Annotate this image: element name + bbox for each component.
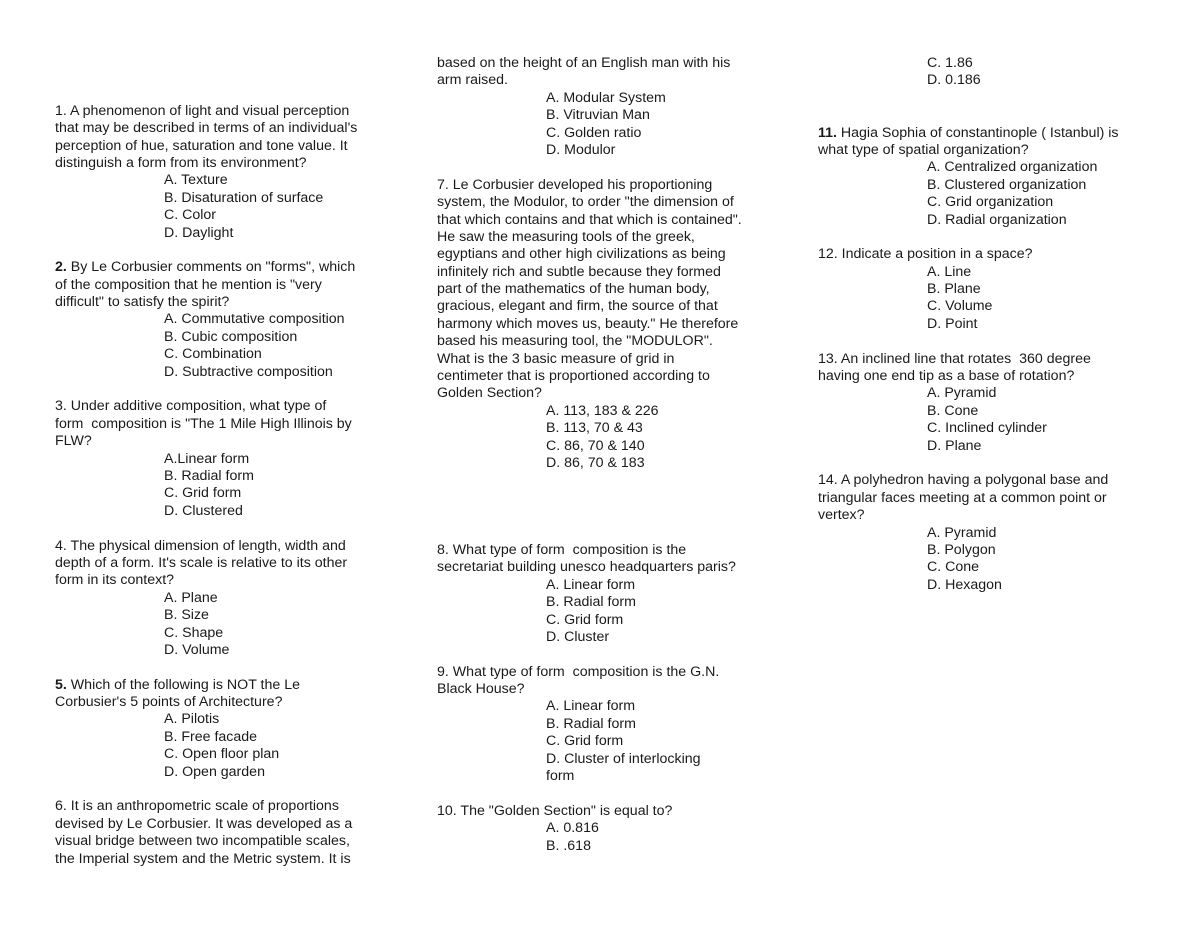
answer-option: D. Subtractive composition <box>164 363 333 380</box>
answer-option: C. Open floor plan <box>164 746 280 763</box>
question-block <box>818 351 1158 455</box>
answer-option: form <box>546 768 575 785</box>
answer-option: C. Golden ratio <box>546 124 642 141</box>
answer-option: A. Plane <box>164 589 218 606</box>
answer-option: A. 0.816 <box>546 820 599 837</box>
answer-option: D. Hexagon <box>927 576 1002 593</box>
spacer <box>818 229 1158 246</box>
question-block <box>437 55 782 159</box>
answer-option: C. 86, 70 & 140 <box>546 437 645 454</box>
answer-option: C. 1.86 <box>927 55 973 71</box>
answer-option: A. Linear form <box>546 698 636 715</box>
answer-option: C. Color <box>164 207 217 224</box>
question-block <box>818 472 1158 594</box>
answer-option: C. Grid organization <box>927 194 1054 211</box>
answer-option: B. Cone <box>927 402 979 419</box>
answer-option: D. 0.186 <box>927 72 981 89</box>
spacer <box>818 90 1158 107</box>
question-text-line: Corbusier's 5 points of Architecture? <box>55 694 283 711</box>
question-text-line: form in its context? <box>55 572 175 589</box>
answer-option: A. Pyramid <box>927 385 997 402</box>
answer-option: B. Cubic composition <box>164 328 298 345</box>
answer-option: B. Clustered organization <box>927 176 1087 193</box>
answer-option: A. Line <box>927 263 972 280</box>
answer-option: B. Radial form <box>546 715 636 732</box>
question-text-line: Golden Section? <box>437 385 542 402</box>
question-number: 14. <box>818 472 838 489</box>
question-block <box>55 798 395 868</box>
spacer <box>55 68 395 85</box>
question-block <box>437 664 782 786</box>
question-text-line: system, the Modulor, to order "the dimension of <box>437 194 734 211</box>
question-text-line: having one end tip as a base of rotation? <box>818 368 1075 385</box>
spacer <box>818 107 1158 124</box>
question-number: 1. <box>55 102 67 119</box>
question-block <box>437 177 782 473</box>
spacer <box>55 659 395 676</box>
answer-option: D. Plane <box>927 437 982 454</box>
question-text-line: 1. A phenomenon of light and visual perception <box>55 102 350 119</box>
spacer <box>437 490 782 507</box>
question-text-line: 11. Hagia Sophia of constantinople ( Istanbul) is <box>818 124 1119 141</box>
question-text-line: arm raised. <box>437 72 508 89</box>
question-text-line: 12. Indicate a position in a space? <box>818 246 1033 263</box>
question-text-line: gracious, elegant and firm, the source of that <box>437 298 718 315</box>
question-text-line: 14. A polyhedron having a polygonal base and <box>818 472 1109 489</box>
spacer <box>437 159 782 176</box>
answer-option: B. Radial form <box>164 467 254 484</box>
question-text-line: devised by Le Corbusier. It was developed as a <box>55 815 353 832</box>
answer-option: D. Volume <box>164 641 230 658</box>
answer-option: D. Cluster of interlocking <box>546 750 701 767</box>
column-middle <box>437 55 782 855</box>
spacer <box>818 333 1158 350</box>
question-number: 9. <box>437 663 449 680</box>
question-number: 11. <box>818 124 837 141</box>
answer-option: A. Texture <box>164 172 228 189</box>
question-text-line: 9. What type of form composition is the G.N. <box>437 663 720 680</box>
answer-option: B. Polygon <box>927 541 996 558</box>
question-number: 13. <box>818 350 838 367</box>
spacer <box>818 455 1158 472</box>
question-block <box>55 677 395 781</box>
answer-option: A. Commutative composition <box>164 311 345 328</box>
column-right <box>818 55 1158 594</box>
question-text-line: based his measuring tool, the "MODULOR". <box>437 333 713 350</box>
answer-option: D. Radial organization <box>927 211 1067 228</box>
question-number: 7. <box>437 176 449 193</box>
answer-option: B. Disaturation of surface <box>164 189 324 206</box>
question-number: 6. <box>55 798 67 815</box>
question-number: 12. <box>818 246 838 263</box>
question-block <box>818 246 1158 333</box>
question-block <box>437 803 782 855</box>
question-number: 5. <box>55 676 67 693</box>
question-text-line: vertex? <box>818 507 865 524</box>
question-text-line: 5. Which of the following is NOT the Le <box>55 676 300 693</box>
question-block <box>55 103 395 242</box>
answer-option: D. 86, 70 & 183 <box>546 454 645 471</box>
question-number: 2. <box>55 259 67 276</box>
question-block <box>818 125 1158 229</box>
question-number: 4. <box>55 537 67 554</box>
answer-option: A. Pilotis <box>164 711 220 728</box>
answer-option: D. Point <box>927 315 978 332</box>
answer-option: D. Daylight <box>164 224 234 241</box>
answer-option: D. Clustered <box>164 502 243 519</box>
question-text-line: infinitely rich and subtle because they formed <box>437 263 721 280</box>
answer-option: A. 113, 183 & 226 <box>546 402 659 419</box>
answer-option: B. .618 <box>546 837 591 854</box>
question-text-line: distinguish a form from its environment? <box>55 154 307 171</box>
answer-option: C. Combination <box>164 346 262 363</box>
question-text-line: 7. Le Corbusier developed his proportioning <box>437 176 713 193</box>
answer-option: A.Linear form <box>164 450 250 467</box>
question-text-line: visual bridge between two incompatible scales, <box>55 833 350 850</box>
answer-option: C. Grid form <box>546 611 624 628</box>
question-text-line: Black House? <box>437 681 525 698</box>
question-text-line: 13. An inclined line that rotates 360 degree <box>818 350 1091 367</box>
question-text-line: harmony which moves us, beauty." He therefore <box>437 315 739 332</box>
question-text-line: based on the height of an English man with his <box>437 55 731 71</box>
question-text-line: 6. It is an anthropometric scale of proportions <box>55 798 339 815</box>
spacer <box>437 507 782 524</box>
question-block <box>437 542 782 646</box>
spacer <box>55 520 395 537</box>
question-text-line: what type of spatial organization? <box>818 141 1029 158</box>
answer-option: C. Grid form <box>546 733 624 750</box>
question-text-line: triangular faces meeting at a common point or <box>818 489 1107 506</box>
question-text-line: perception of hue, saturation and tone value. It <box>55 137 348 154</box>
answer-option: A. Centralized organization <box>927 159 1098 176</box>
answer-option: C. Inclined cylinder <box>927 420 1047 437</box>
answer-option: D. Open garden <box>164 763 265 780</box>
question-text-line: form composition is "The 1 Mile High Illinois by <box>55 415 352 432</box>
answer-option: A. Modular System <box>546 89 666 106</box>
question-text-line: egyptians and other high civilizations as being <box>437 246 726 263</box>
question-block <box>55 538 395 660</box>
question-text-line: He saw the measuring tools of the greek, <box>437 228 695 245</box>
question-text-line: 10. The "Golden Section" is equal to? <box>437 802 673 819</box>
question-text-line: that may be described in terms of an individual's <box>55 120 358 137</box>
question-number: 10. <box>437 802 457 819</box>
answer-option: A. Pyramid <box>927 524 997 541</box>
question-text-line: that which contains and that which is contained". <box>437 211 742 228</box>
answer-option: B. Radial form <box>546 594 636 611</box>
answer-option: B. Size <box>164 607 209 624</box>
question-text-line: the Imperial system and the Metric system. It is <box>55 850 351 867</box>
question-text-line: depth of a form. It's scale is relative to its other <box>55 554 348 571</box>
question-block <box>55 259 395 381</box>
spacer <box>437 525 782 542</box>
answer-option: B. Plane <box>927 281 981 298</box>
spacer <box>437 472 782 489</box>
question-text-line: What is the 3 basic measure of grid in <box>437 350 675 367</box>
spacer <box>55 242 395 259</box>
question-text-line: 8. What type of form composition is the <box>437 541 687 558</box>
answer-option: B. 113, 70 & 43 <box>546 420 643 437</box>
answer-option: B. Free facade <box>164 728 258 745</box>
question-text-line: 3. Under additive composition, what type of <box>55 398 327 415</box>
question-number: 8. <box>437 541 449 558</box>
spacer <box>55 85 395 102</box>
question-text-line: of the composition that he mention is "very <box>55 276 322 293</box>
spacer <box>55 381 395 398</box>
answer-option: C. Volume <box>927 298 993 315</box>
answer-option: A. Linear form <box>546 576 636 593</box>
answer-option: C. Shape <box>164 624 224 641</box>
question-text-line: secretariat building unesco headquarters paris? <box>437 559 736 576</box>
question-number: 3. <box>55 398 67 415</box>
question-text-line: part of the mathematics of the human body, <box>437 281 710 298</box>
spacer <box>437 785 782 802</box>
question-text-line: 4. The physical dimension of length, width and <box>55 537 346 554</box>
question-text-line: FLW? <box>55 433 92 450</box>
question-block <box>55 398 395 520</box>
answer-option: C. Grid form <box>164 485 242 502</box>
question-text-line: 2. By Le Corbusier comments on "forms", which <box>55 259 356 276</box>
answer-option: D. Modulor <box>546 141 616 158</box>
question-text-line: difficult" to satisfy the spirit? <box>55 294 230 311</box>
answer-option: D. Cluster <box>546 628 610 645</box>
question-block <box>818 55 1158 90</box>
column-left <box>55 68 395 868</box>
spacer <box>437 646 782 663</box>
question-text-line: centimeter that is proportioned according to <box>437 368 710 385</box>
spacer <box>55 781 395 798</box>
answer-option: B. Vitruvian Man <box>546 107 650 124</box>
answer-option: C. Cone <box>927 559 980 576</box>
